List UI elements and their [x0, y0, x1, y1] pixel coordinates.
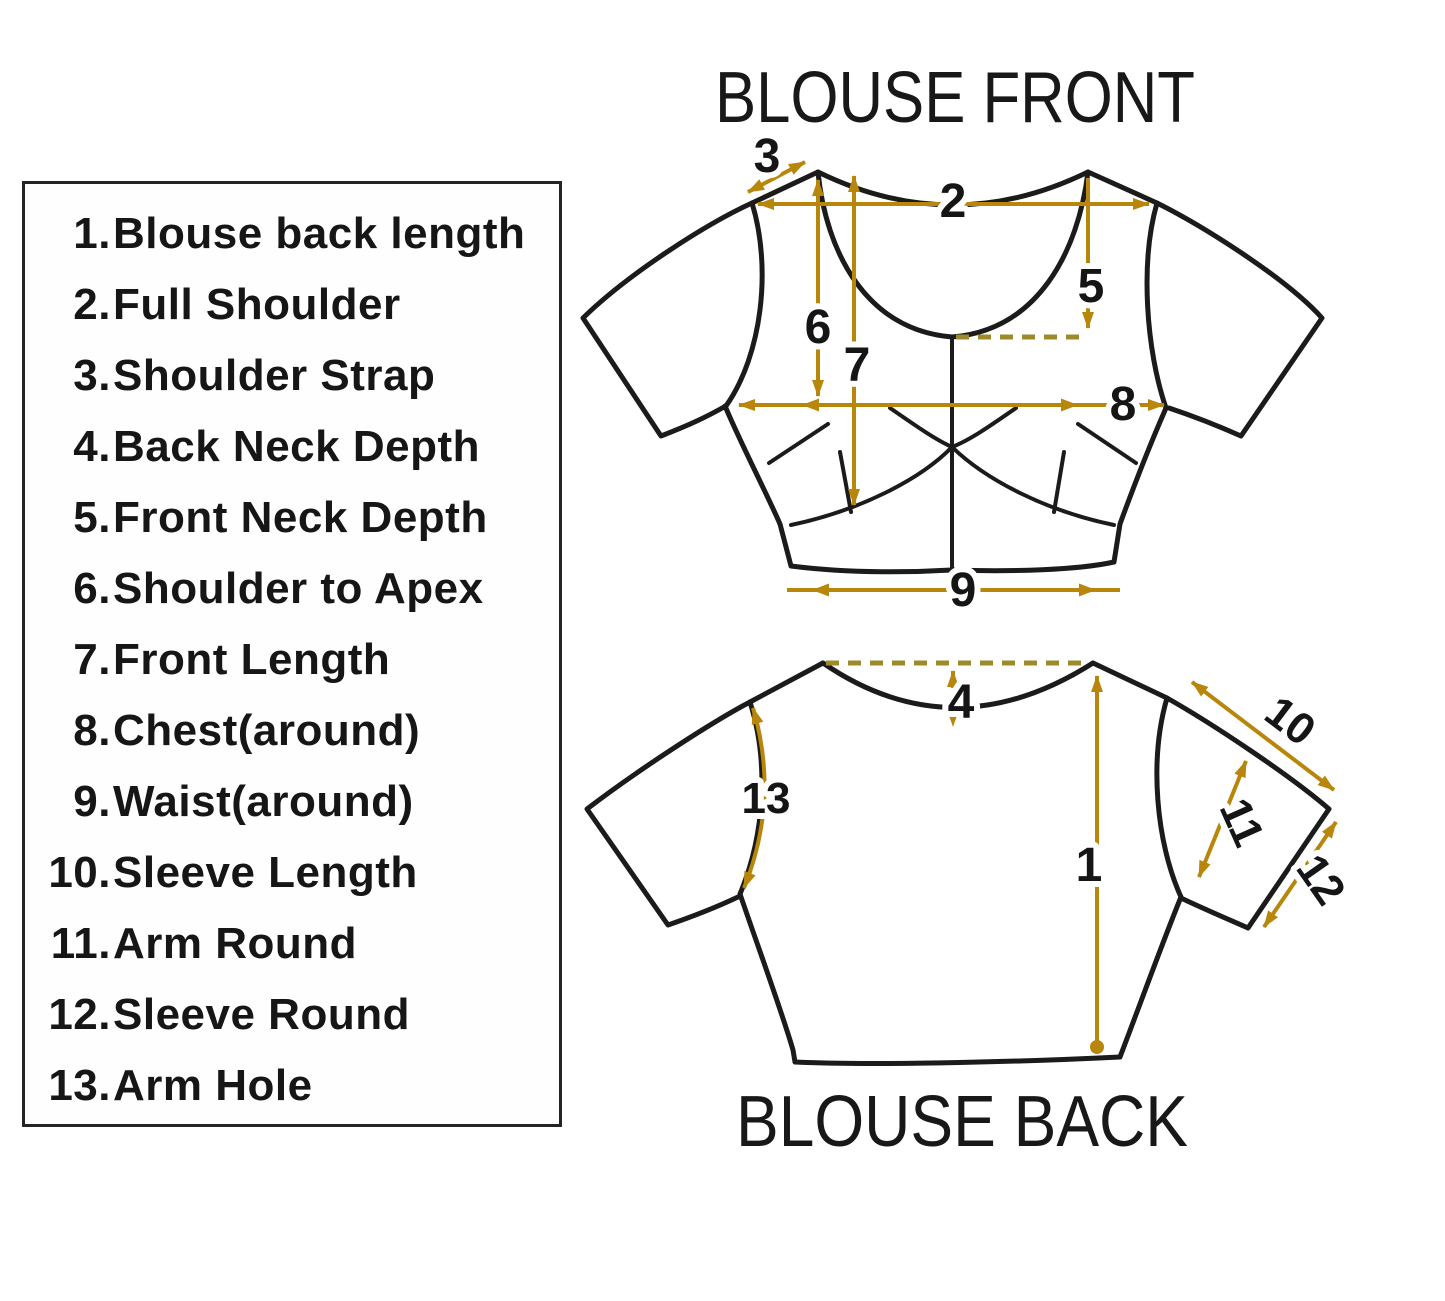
measure-label-1: 1 — [1075, 839, 1103, 892]
legend-label: Front Neck Depth — [113, 493, 488, 542]
legend-number: 11. — [50, 919, 111, 968]
legend-number: 1. — [73, 209, 111, 258]
back-title: BLOUSE BACK — [736, 1082, 1188, 1162]
legend-number: 7. — [73, 635, 111, 684]
legend-number: 9. — [73, 777, 111, 826]
back-measure-labels — [742, 676, 1355, 914]
measure-label-2: 2 — [939, 175, 967, 228]
legend-label: Waist(around) — [113, 777, 414, 826]
legend-label: Arm Round — [113, 919, 358, 968]
legend-label: Blouse back length — [113, 209, 526, 258]
measure-label-9: 9 — [949, 564, 977, 617]
back-diagram — [587, 663, 1355, 1063]
measure-label-7: 7 — [843, 339, 871, 392]
legend-label: Chest(around) — [113, 706, 421, 755]
back-measure-arrows — [741, 663, 1336, 1054]
measure-label-5: 5 — [1077, 260, 1105, 313]
front-diagram — [583, 130, 1322, 617]
legend-number: 4. — [73, 422, 111, 471]
measure-label-8: 8 — [1109, 378, 1137, 431]
measure-label-6: 6 — [804, 301, 832, 354]
measure-label-10: 10 — [1255, 686, 1325, 756]
front-outline — [583, 172, 1322, 572]
front-title: BLOUSE FRONT — [715, 58, 1195, 138]
legend-number: 5. — [73, 493, 111, 542]
measure-arrow-10 — [1192, 682, 1334, 790]
measure-label-4: 4 — [947, 676, 975, 729]
legend-number: 12. — [48, 990, 111, 1039]
legend-number: 3. — [73, 351, 111, 400]
legend-label: Sleeve Length — [113, 848, 418, 897]
legend-number: 6. — [73, 564, 111, 613]
legend-number: 2. — [73, 280, 111, 329]
legend-label: Arm Hole — [113, 1061, 313, 1110]
legend-label: Back Neck Depth — [113, 422, 480, 471]
legend-number: 13. — [48, 1061, 111, 1110]
legend-label: Sleeve Round — [113, 990, 410, 1039]
measure-label-12: 12 — [1286, 845, 1355, 914]
legend-number: 8. — [73, 706, 111, 755]
measure-label-3: 3 — [753, 130, 781, 183]
measure-label-13: 13 — [741, 774, 791, 823]
legend-label: Shoulder Strap — [113, 351, 436, 400]
legend-number: 10. — [48, 848, 111, 897]
measure-label-11: 11 — [1209, 791, 1274, 854]
legend-label: Front Length — [113, 635, 391, 684]
legend-label: Full Shoulder — [113, 280, 401, 329]
legend-label: Shoulder to Apex — [113, 564, 484, 613]
